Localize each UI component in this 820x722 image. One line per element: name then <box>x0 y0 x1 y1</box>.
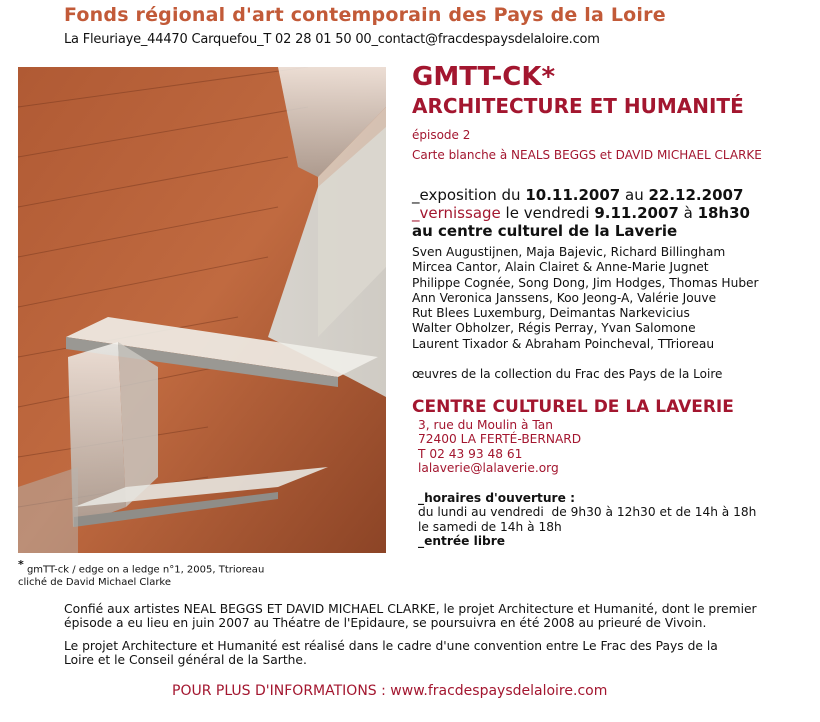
carte-prefix: Carte blanche à <box>412 148 512 162</box>
para2-line1: Le projet Architecture et Humanité est réalisé dans le cadre d'une convention entre Le Frac des Pays de la <box>64 639 718 653</box>
caption-line-2: cliché de David Michael Clarke <box>18 577 172 589</box>
list-item: Philippe Cognée, Song Dong, Jim Hodges, Thomas Huber <box>412 275 759 290</box>
venue-line: au centre culturel de la Laverie <box>412 222 678 240</box>
expo-mid: au <box>620 186 649 204</box>
artwork-image <box>18 67 386 553</box>
body-paragraph-1 <box>64 602 757 630</box>
venue-email-link[interactable]: lalaverie@lalaverie.org <box>418 461 559 476</box>
photo-caption <box>18 558 264 589</box>
footer-info <box>172 683 607 699</box>
hours-heading: _horaires d'ouverture : <box>418 491 575 505</box>
event-title: GMTT-CK* <box>412 62 556 92</box>
artist-list <box>412 245 759 352</box>
exhibition-dates <box>412 186 743 204</box>
expo-start: 10.11.2007 <box>525 186 621 204</box>
body-paragraph-2 <box>64 639 718 667</box>
episode-label: épisode 2 <box>412 128 471 142</box>
venue-city: 72400 LA FERTÉ-BERNARD <box>418 432 582 447</box>
hours-weekdays: du lundi au vendredi de 9h30 à 12h30 et de 14h à 18h <box>418 505 757 520</box>
header-title: Fonds régional d'art contemporain des Pays de la Loire <box>64 4 666 26</box>
list-item: Ann Veronica Janssens, Koo Jeong-A, Valérie Jouve <box>412 290 717 305</box>
event-subtitle: ARCHITECTURE ET HUMANITÉ <box>412 94 744 118</box>
vernissage-text: le vendredi <box>500 204 595 222</box>
para1-line2: épisode a eu lieu en juin 2007 au Théatre de l'Epidaure, se poursuivra en été 2008 au prieuré de Vivoin. <box>64 616 707 630</box>
para2-line2: Loire et le Conseil général de la Sarthe. <box>64 653 307 667</box>
caption-mark: * <box>18 558 24 571</box>
carte-blanche <box>412 148 762 162</box>
vernissage-date: 9.11.2007 <box>594 204 679 222</box>
list-item: Mircea Cantor, Alain Clairet & Anne-Marie Jugnet <box>412 260 709 275</box>
footer-url-link[interactable]: www.fracdespaysdelaloire.com <box>390 683 608 699</box>
list-item: Rut Blees Luxemburg, Deimantas Narkevicius <box>412 306 690 321</box>
venue-name: CENTRE CULTUREL DE LA LAVERIE <box>412 397 734 417</box>
hours-saturday: le samedi de 14h à 18h <box>418 519 562 534</box>
vernissage <box>412 204 750 222</box>
collection-note: œuvres de la collection du Frac des Pays de la Loire <box>412 367 723 381</box>
artwork-photo <box>18 67 386 553</box>
para1-line1: Confié aux artistes NEAL BEGGS ET DAVID MICHAEL CLARKE, le projet Architecture et Humanité, dont le premier <box>64 602 757 616</box>
list-item: Sven Augustijnen, Maja Bajevic, Richard Billingham <box>412 245 726 259</box>
header-contact: La Fleuriaye_44470 Carquefou_T 02 28 01 50 00_contact@fracdespaysdelaloire.com <box>64 32 600 47</box>
venue-phone: T 02 43 93 48 61 <box>418 446 523 461</box>
venue-street: 3, rue du Moulin à Tan <box>418 418 553 432</box>
venue-address <box>418 418 581 476</box>
caption-line-1: gmTT-ck / edge on a ledge n°1, 2005, Ttrioreau <box>26 564 265 576</box>
vernissage-at: à <box>678 204 698 222</box>
entry-note: _entrée libre <box>418 534 506 549</box>
list-item: Laurent Tixador & Abraham Poincheval, TTrioreau <box>412 336 715 351</box>
list-item: Walter Obholzer, Régis Perray, Yvan Salomone <box>412 321 696 336</box>
expo-end: 22.12.2007 <box>648 186 744 204</box>
expo-prefix: _exposition du <box>412 186 526 204</box>
carte-names: NEALS BEGGS et DAVID MICHAEL CLARKE <box>511 148 762 162</box>
opening-hours <box>418 491 756 549</box>
vernissage-prefix: _vernissage <box>412 204 501 222</box>
vernissage-time: 18h30 <box>697 204 750 222</box>
footer-label: POUR PLUS D'INFORMATIONS : <box>172 683 391 699</box>
